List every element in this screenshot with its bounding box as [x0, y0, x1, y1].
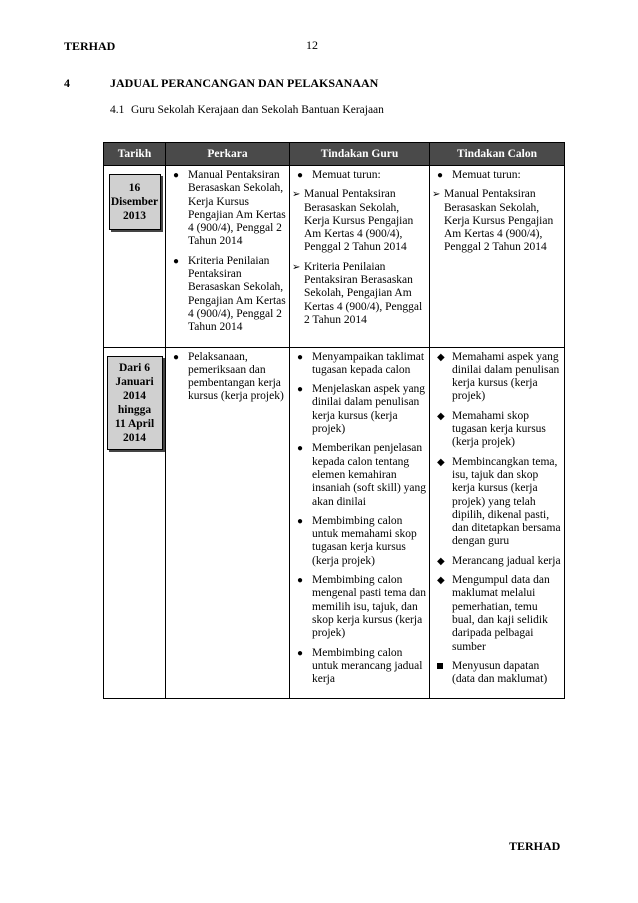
item-text: Menyampaikan taklimat tugasan kepada calon — [312, 350, 425, 376]
item-text: Kriteria Penilaian Pentaksiran Berasaskan Sekolah, Pengajian Am Kertas 4 (900/4), Penggal 2 Tahun 2014 — [304, 260, 423, 326]
item-text: Merancang jadual kerja — [452, 554, 561, 567]
list-item — [168, 351, 287, 404]
item-text: Memuat turun: — [312, 169, 381, 181]
header-tindakan-guru: Tindakan Guru — [290, 143, 430, 166]
list-item — [292, 188, 427, 254]
bullet-icon: ● — [173, 255, 180, 267]
item-text: Menjelaskan aspek yang dinilai dalam penulisan kerja kursus (kerja projek) — [312, 383, 426, 436]
guru-cell — [290, 347, 430, 699]
list-item — [432, 456, 562, 549]
list-item — [432, 555, 562, 568]
list-item — [432, 660, 562, 687]
list-item — [432, 351, 562, 404]
list-item — [292, 383, 427, 436]
bullet-icon: ● — [173, 170, 180, 181]
diamond-bullet-icon: ◆ — [437, 575, 445, 587]
diamond-bullet-icon: ◆ — [437, 555, 445, 567]
section-number: 4 — [64, 76, 70, 90]
bullet-icon: ● — [297, 515, 304, 527]
item-text: Menyusun dapatan (data dan maklumat) — [452, 659, 548, 686]
list-item — [432, 574, 562, 654]
list-item — [292, 351, 427, 378]
diamond-bullet-icon: ◆ — [437, 456, 445, 468]
item-text: Manual Pentaksiran Berasaskan Sekolah, Kerja Kursus Pengajian Am Kertas 4 (900/4), Penggal 2 Tahun 2014 — [304, 188, 414, 254]
calon-cell — [430, 347, 565, 699]
bullet-icon: ● — [297, 647, 304, 659]
list-item — [292, 261, 427, 327]
header-tarikh: Tarikh — [104, 143, 166, 166]
restricted-footer-label: TERHAD — [509, 839, 561, 853]
item-text: Membimbing calon mengenal pasti tema dan memilih isu, tajuk, dan skop kerja kursus (kerja projek) — [312, 574, 427, 640]
bullet-icon: ● — [297, 384, 304, 396]
date-box: 16 Disember 2013 — [109, 174, 161, 230]
list-item — [292, 169, 427, 182]
page-number: 12 — [306, 38, 318, 52]
date-cell — [104, 166, 166, 348]
arrow-bullet-icon: ➢ — [292, 261, 301, 273]
arrow-bullet-icon: ➢ — [292, 189, 301, 201]
item-text: Memahami aspek yang dinilai dalam penulisan kerja kursus (kerja projek) — [452, 350, 560, 403]
header-tindakan-calon: Tindakan Calon — [430, 143, 565, 166]
subsection-title: Guru Sekolah Kerajaan dan Sekolah Bantuan Kerajaan — [131, 104, 384, 116]
header-perkara: Perkara — [166, 143, 290, 166]
bullet-icon: ● — [297, 575, 304, 587]
list-item — [168, 255, 287, 335]
list-item — [292, 515, 427, 568]
bullet-icon: ● — [173, 351, 180, 363]
item-text: Membincangkan tema, isu, tajuk dan skop kerja kursus (kerja projek) yang telah dipilih, dikenal pasti, dan ditetapkan bersama dengan guru — [452, 455, 561, 548]
date-box: Dari 6 Januari 2014 hingga 11 April 2014 — [107, 356, 163, 450]
list-item — [432, 188, 562, 254]
item-text: Kriteria Penilaian Pentaksiran Berasaskan Sekolah, Pengajian Am Kertas 4 (900/4), Penggal 2 Tahun 2014 — [188, 254, 286, 334]
bullet-icon: ● — [437, 170, 444, 181]
subsection-number: 4.1 — [110, 104, 125, 116]
item-text: Memberikan penjelasan kepada calon tentang elemen kemahiran insaniah (soft skill) yang akan dinilai — [312, 442, 427, 508]
diamond-bullet-icon: ◆ — [437, 351, 445, 363]
item-text: Memuat turun: — [452, 169, 521, 181]
item-text: Memahami skop tugasan kerja kursus (kerja projek) — [452, 409, 546, 449]
item-text: Membimbing calon untuk memahami skop tugasan kerja kursus (kerja projek) — [312, 514, 417, 567]
square-bullet-icon — [437, 663, 443, 669]
calon-cell — [430, 166, 565, 348]
list-item — [432, 410, 562, 450]
diamond-bullet-icon: ◆ — [437, 410, 445, 422]
schedule-table — [103, 142, 565, 699]
bullet-icon: ● — [297, 170, 304, 181]
list-item — [432, 169, 562, 182]
table-row — [104, 166, 565, 348]
item-text: Membimbing calon untuk merancang jadual kerja — [312, 646, 423, 686]
date-cell — [104, 347, 166, 699]
list-item — [168, 169, 287, 249]
table-header-row — [104, 143, 565, 166]
item-text: Manual Pentaksiran Berasaskan Sekolah, Kerja Kursus Pengajian Am Kertas 4 (900/4), Penggal 2 Tahun 2014 — [188, 169, 286, 248]
section-title: JADUAL PERANCANGAN DAN PELAKSANAAN — [110, 76, 379, 90]
perkara-cell — [166, 166, 290, 348]
table-row — [104, 347, 565, 699]
bullet-icon: ● — [297, 443, 304, 455]
item-text: Mengumpul data dan maklumat melalui pemerhatian, temu bual, dan kaji selidik daripada pelbagai sumber — [452, 574, 550, 653]
list-item — [292, 442, 427, 508]
restricted-header-label: TERHAD — [64, 39, 116, 53]
list-item — [292, 647, 427, 687]
item-text: Manual Pentaksiran Berasaskan Sekolah, Kerja Kursus Pengajian Am Kertas 4 (900/4), Penggal 2 Tahun 2014 — [444, 188, 554, 254]
bullet-icon: ● — [297, 351, 304, 363]
perkara-cell — [166, 347, 290, 699]
guru-cell — [290, 166, 430, 348]
item-text: Pelaksanaan, pemeriksaan dan pembentangan kerja kursus (kerja projek) — [188, 350, 284, 403]
list-item — [292, 574, 427, 640]
arrow-bullet-icon: ➢ — [432, 189, 441, 201]
